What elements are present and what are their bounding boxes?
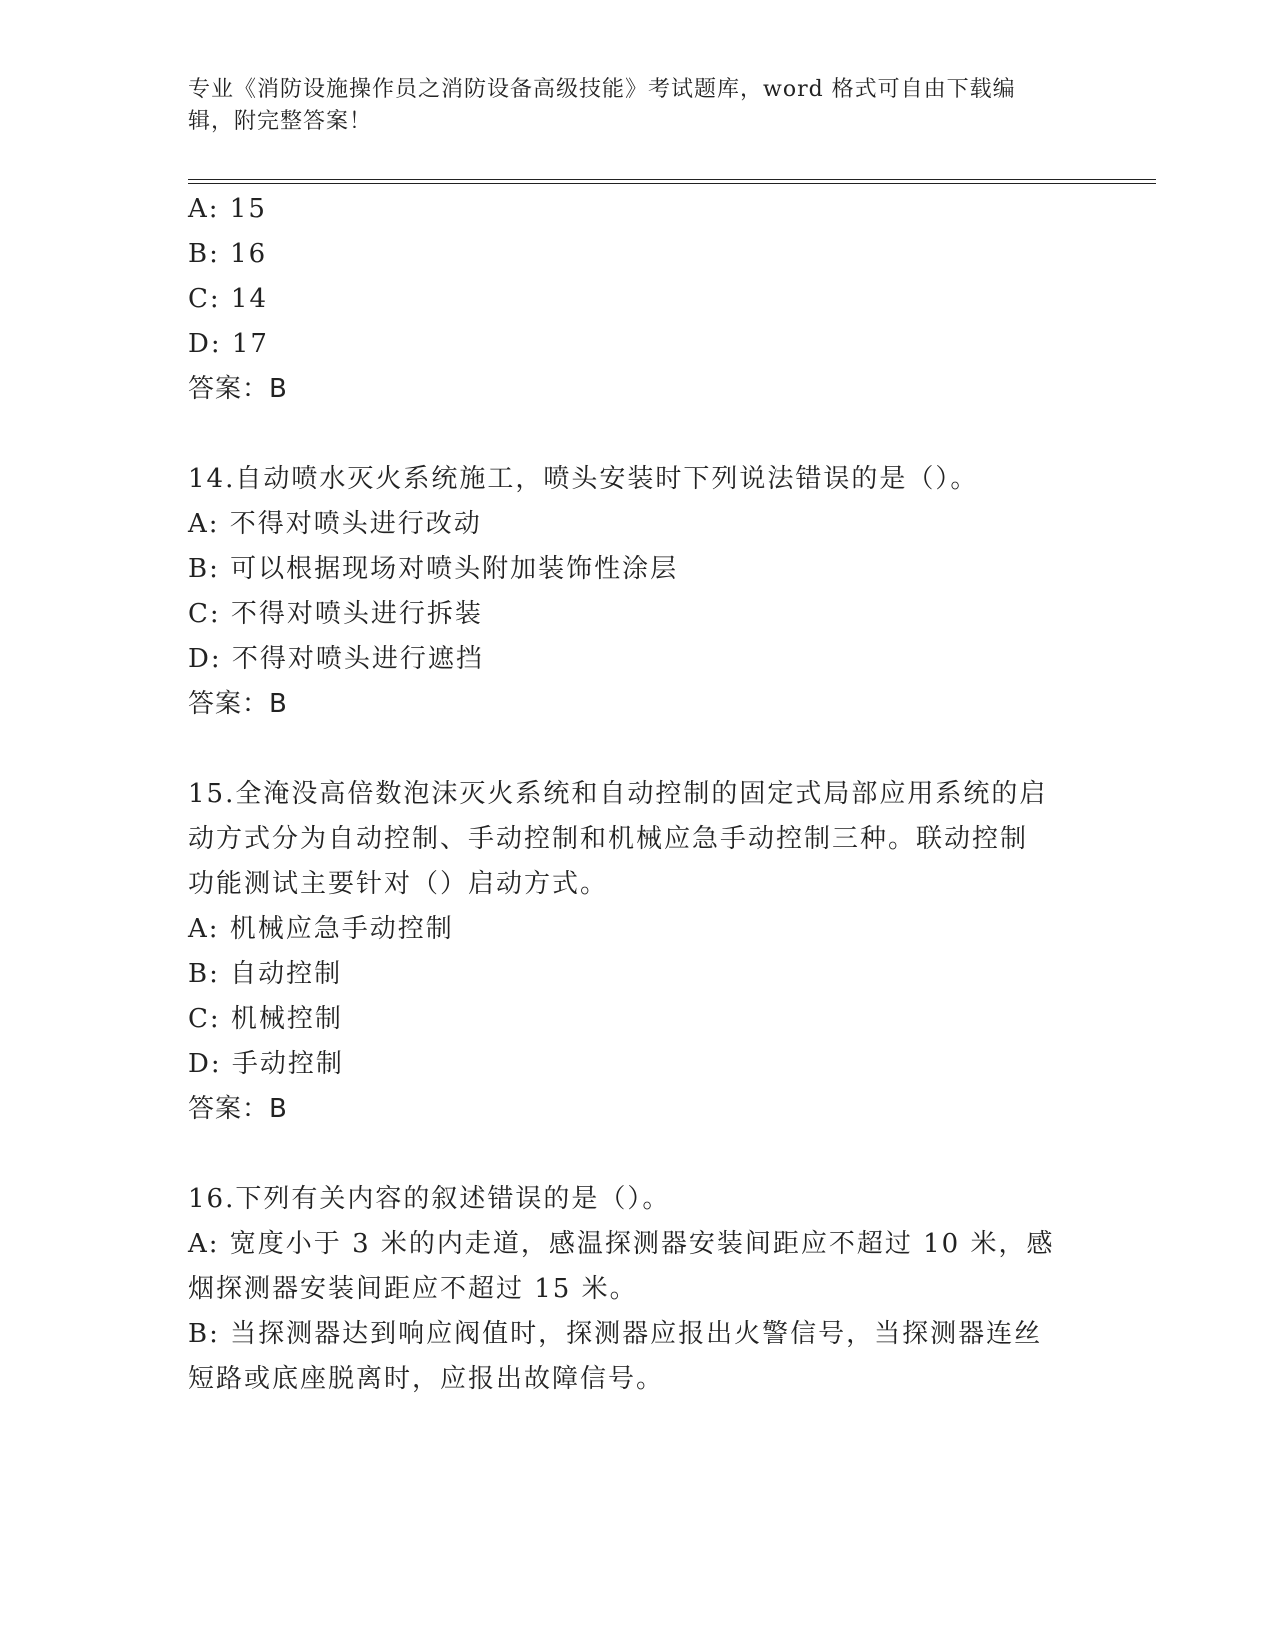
header-line-1: 专业《消防设施操作员之消防设备高级技能》考试题库，word 格式可自由下载编 xyxy=(188,77,1016,102)
q15-option-b: B: 自动控制 xyxy=(188,959,343,989)
q13-option-b: B: 16 xyxy=(188,239,268,269)
q15-stem-line-3: 功能测试主要针对（）启动方式。 xyxy=(188,869,609,899)
header-line-2: 辑，附完整答案！ xyxy=(188,109,373,134)
q15-option-a: A: 机械应急手动控制 xyxy=(188,914,454,944)
q14-option-c: C: 不得对喷头进行拆装 xyxy=(188,599,483,629)
q16-stem: 16.下列有关内容的叙述错误的是（）。 xyxy=(188,1184,671,1214)
q16-option-b-line-1: B: 当探测器达到响应阀值时，探测器应报出火警信号，当探测器连丝 xyxy=(188,1319,1043,1349)
q13-answer: 答案：B xyxy=(188,374,288,404)
q14-option-a: A: 不得对喷头进行改动 xyxy=(188,509,482,539)
q13-option-d: D: 17 xyxy=(188,329,269,359)
header-rule-top xyxy=(188,179,1156,180)
document-header xyxy=(188,74,1088,138)
q15-option-c: C: 机械控制 xyxy=(188,1004,343,1034)
q13-option-a: A: 15 xyxy=(188,194,267,224)
q14-option-b: B: 可以根据现场对喷头附加装饰性涂层 xyxy=(188,554,679,584)
q15-stem-line-1: 15.全淹没高倍数泡沫灭火系统和自动控制的固定式局部应用系统的启 xyxy=(188,779,1048,809)
q13-option-c: C: 14 xyxy=(188,284,269,314)
q14-option-d: D: 不得对喷头进行遮挡 xyxy=(188,644,484,674)
header-rule-bottom xyxy=(188,183,1156,184)
q16-option-a-line-1: A: 宽度小于 3 米的内走道，感温探测器安装间距应不超过 10 米，感 xyxy=(188,1229,1055,1259)
q16-option-b-line-2: 短路或底座脱离时，应报出故障信号。 xyxy=(188,1364,665,1394)
q14-answer: 答案：B xyxy=(188,689,288,719)
q15-answer: 答案：B xyxy=(188,1094,288,1124)
q16-option-a-line-2: 烟探测器安装间距应不超过 15 米。 xyxy=(188,1274,638,1304)
q14-stem: 14.自动喷水灭火系统施工，喷头安装时下列说法错误的是（）。 xyxy=(188,464,979,494)
q15-stem-line-2: 动方式分为自动控制、手动控制和机械应急手动控制三种。联动控制 xyxy=(188,824,1029,854)
q15-option-d: D: 手动控制 xyxy=(188,1049,344,1079)
